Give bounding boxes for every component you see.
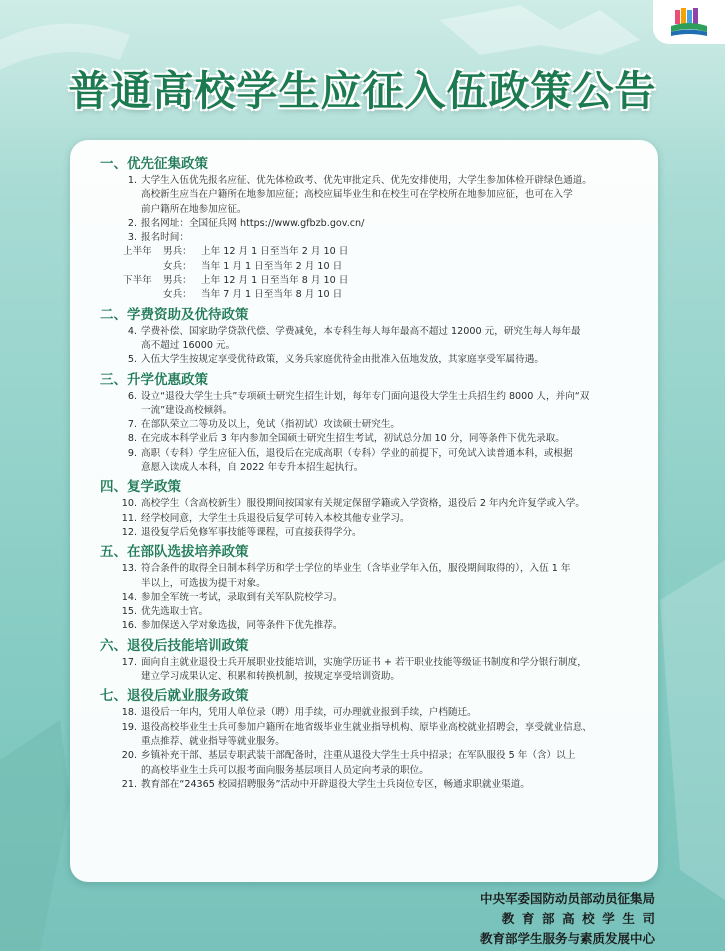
policy-item [100, 619, 635, 633]
item-line: 乡镇补充干部、基层专职武装干部配备时，注重从退役大学生士兵中招录；在军队服役 5 年（含）以上 [141, 750, 576, 762]
schedule-range: 上年 12 月 1 日至当年 8 月 10 日 [201, 275, 349, 287]
section-heading: 五、在部队选拔培养政策 [100, 544, 249, 561]
item-line: 退役高校毕业生士兵可参加户籍所在地省级毕业生就业指导机构、原毕业高校就业招聘会，享受就业信息、 [141, 721, 592, 733]
item-number: 1. [127, 175, 137, 186]
item-number: 19. [121, 721, 137, 733]
policy-item [100, 217, 635, 231]
item-line: 高不超过 16000 元。 [141, 339, 236, 351]
item-number: 3. [127, 232, 137, 244]
item-line: 高职（专科）学生应征入伍，退役后在完成高职（专科）学业的前提下，可免试入读普通本科，或根据 [141, 447, 573, 459]
item-line: 设立“退役大学生士兵”专项硕士研究生招生计划，每年专门面向退役大学生士兵招生约 8000 人，并向“双 [141, 390, 590, 402]
policy-item [100, 390, 635, 419]
section-heading: 四、复学政策 [100, 479, 181, 496]
policy-item [100, 512, 635, 526]
schedule-kind: 女兵： [163, 260, 192, 272]
item-line: 在完成本科学业后 3 年内参加全国硕士研究生招生考试，初试总分加 10 分，同等条件下优先录取。 [141, 433, 565, 445]
policy-content [100, 155, 635, 792]
item-line: 参加保送入学对象选拔，同等条件下优先推荐。 [141, 620, 343, 632]
item-number: 7. [127, 419, 137, 431]
issuer-line: 教育部学生服务与素质发展中心 [479, 931, 655, 946]
item-number: 20. [121, 750, 137, 762]
item-number: 13. [121, 563, 137, 575]
schedule-row [100, 245, 635, 259]
policy-item [100, 526, 635, 540]
item-number: 14. [121, 591, 137, 603]
policy-item [100, 418, 635, 432]
item-number: 9. [127, 447, 137, 459]
logo-icon [669, 6, 709, 38]
item-line: 学费补偿、国家助学贷款代偿、学费减免，本专科生每人每年最高不超过 12000 元，研究生每人每年最 [141, 325, 581, 337]
item-line: 一流”建设高校倾斜。 [141, 404, 233, 416]
policy-item [100, 353, 635, 367]
item-number: 6. [127, 390, 137, 402]
item-number: 17. [121, 656, 137, 668]
schedule-row [100, 288, 635, 302]
schedule-half: 下半年 [123, 275, 152, 287]
item-line: 高校学生（含高校新生）服役期间按国家有关规定保留学籍或入学资格，退役后 2 年内允许复学或入学。 [141, 498, 585, 510]
item-line: 大学生入伍优先报名应征、优先体检政考、优先审批定兵、优先安排使用，大学生参加体检开辟绿色通道。 [141, 175, 592, 186]
section-heading: 六、退役后技能培训政策 [100, 637, 249, 654]
item-line: 入伍大学生按规定享受优待政策，义务兵家庭优待金由批准入伍地发放，其家庭享受军属待遇。 [141, 354, 544, 366]
item-line: 符合条件的取得全日制本科学历和学士学位的毕业生（含毕业学年入伍，服役期间取得的），入伍 1 年 [141, 563, 571, 575]
item-number: 8. [127, 433, 137, 445]
policy-item [100, 706, 635, 720]
schedule-range: 上年 12 月 1 日至当年 2 月 10 日 [201, 246, 349, 258]
item-number: 12. [121, 526, 137, 538]
page-title: 普通高校学生应征入伍政策公告 [68, 67, 657, 115]
item-number: 16. [121, 620, 137, 632]
policy-item [100, 432, 635, 446]
policy-item [100, 591, 635, 605]
policy-item [100, 605, 635, 619]
issuer-block [0, 889, 663, 949]
brand-logo [653, 0, 725, 44]
item-line: 面向自主就业退役士兵开展职业技能培训，实施学历证书 + 若干职业技能等级证书制度和学分银行制度， [141, 656, 587, 668]
item-number: 11. [121, 512, 137, 524]
schedule-range: 当年 7 月 1 日至当年 8 月 10 日 [201, 289, 343, 301]
item-line: 退役复学后免修军事技能等课程，可直接获得学分。 [141, 526, 362, 538]
item-line: 经学校同意，大学生士兵退役后复学可转入本校其他专业学习。 [141, 512, 410, 524]
item-line: 报名时间： [141, 232, 189, 244]
item-number: 5. [127, 354, 137, 366]
section-heading: 三、升学优惠政策 [100, 371, 208, 388]
section-heading: 一、优先征集政策 [100, 156, 208, 172]
policy-item [100, 562, 635, 591]
policy-item [100, 447, 635, 476]
item-line: 参加全军统一考试，录取到有关军队院校学习。 [141, 591, 343, 603]
item-line: 的高校毕业生士兵可以报考面向服务基层项目人员定向考录的职位。 [141, 764, 429, 776]
schedule-kind: 男兵： [163, 275, 192, 287]
policy-item [100, 174, 635, 217]
item-line: 退役后一年内，凭用人单位录（聘）用手续，可办理就业报到手续，户档随迁。 [141, 707, 477, 719]
item-number: 21. [121, 778, 137, 790]
item-number: 4. [127, 325, 137, 337]
item-line: 建立学习成果认定、积累和转换机制，按规定享受培训资助。 [141, 671, 401, 683]
policy-item [100, 656, 635, 685]
section-heading: 二、学费资助及优待政策 [100, 306, 249, 323]
item-line: 意愿入读成人本科，自 2022 年专升本招生起执行。 [141, 462, 364, 474]
item-line: 半以上，可选拔为提干对象。 [141, 577, 266, 589]
item-line: 优先选取士官。 [141, 606, 209, 618]
issuer-line: 中央军委国防动员部动员征集局 [479, 891, 655, 906]
item-line: 重点推荐、就业指导等就业服务。 [141, 735, 285, 747]
schedule-half: 上半年 [123, 246, 152, 258]
item-number: 15. [121, 606, 137, 618]
policy-item [100, 778, 635, 792]
item-number: 2. [127, 217, 137, 229]
item-line: 教育部在“24365 校园招聘服务”活动中开辟退役大学生士兵岗位专区，畅通求职就业渠道。 [141, 778, 530, 790]
item-line: 报名网址：全国征兵网 https://www.gfbzb.gov.cn/ [141, 217, 365, 229]
section-heading: 七、退役后就业服务政策 [100, 688, 249, 705]
policy-item [100, 231, 635, 245]
policy-item [100, 325, 635, 354]
schedule-range: 当年 1 月 1 日至当年 2 月 10 日 [201, 260, 343, 272]
policy-item [100, 497, 635, 511]
item-number: 10. [121, 498, 137, 510]
policy-card [70, 140, 658, 882]
item-line: 高校新生应当在户籍所在地参加应征；高校应届毕业生和在校生可在学校所在地参加应征，也可在入学 [141, 189, 573, 201]
issuer-line: 教育部高校学生司 [501, 911, 663, 926]
item-line: 在部队荣立二等功及以上，免试（指初试）攻读硕士研究生。 [141, 419, 401, 431]
policy-item [100, 749, 635, 778]
schedule-row [100, 260, 635, 274]
schedule-kind: 女兵： [163, 289, 192, 301]
policy-item [100, 721, 635, 750]
schedule-row [100, 274, 635, 288]
item-number: 18. [121, 707, 137, 719]
item-line: 前户籍所在地参加应征。 [141, 203, 247, 215]
schedule-kind: 男兵： [163, 246, 192, 258]
